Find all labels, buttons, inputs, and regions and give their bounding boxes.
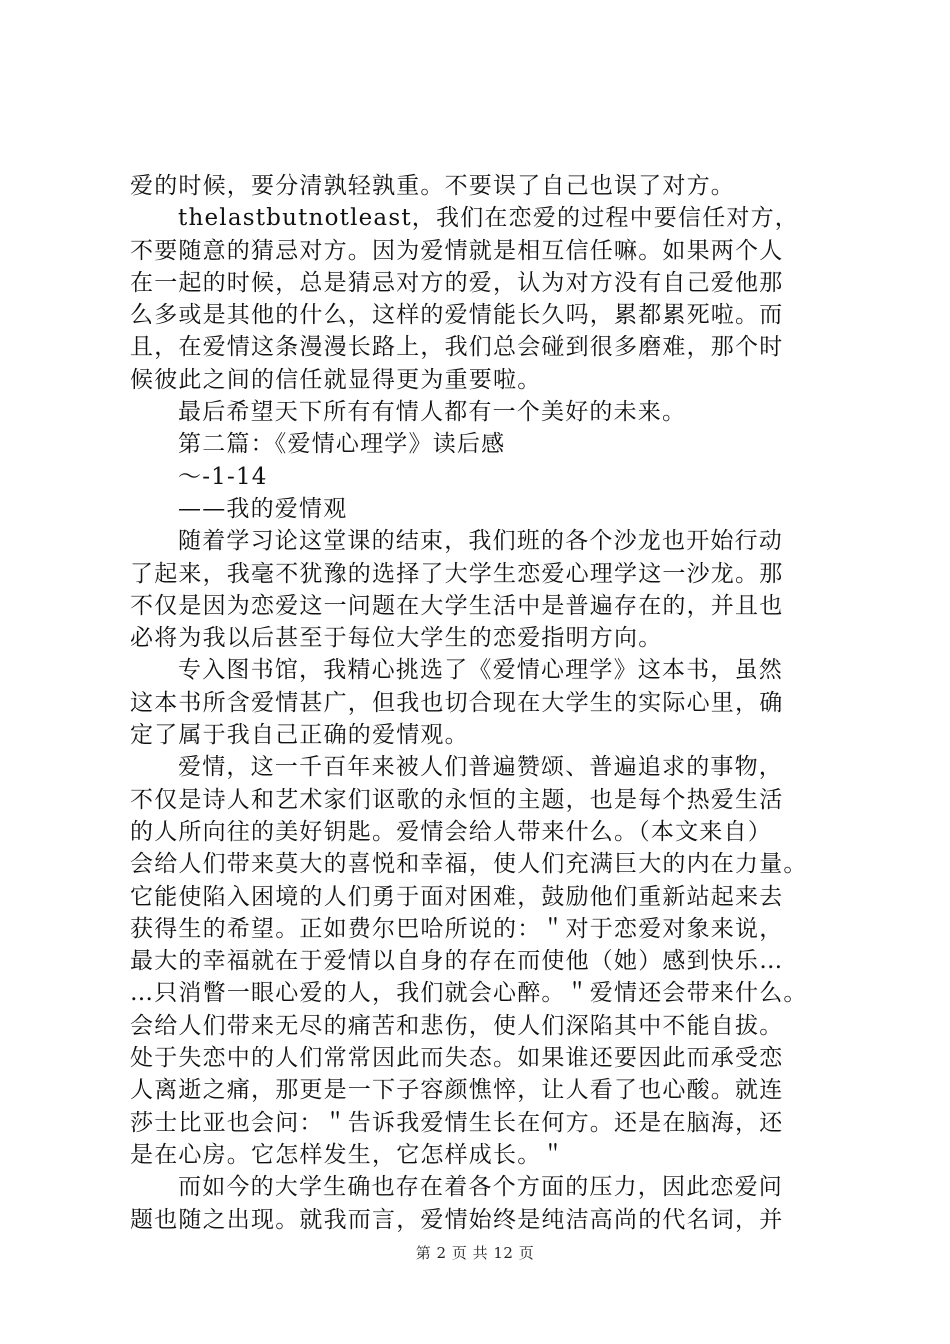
text-line: 题也随之出现。就我而言，爱情始终是纯洁高尚的代名词，并 <box>130 1206 784 1233</box>
text-line: 爱的时候，要分清孰轻孰重。不要误了自己也误了对方。 <box>130 173 735 199</box>
text-line: 专入图书馆，我精心挑选了《爱情心理学》这本书，虽然 <box>178 657 783 684</box>
page-number-footer: 第 2 页 共 12 页 <box>415 1244 535 1262</box>
text-line: 人离逝之痛，那更是一下子容颜憔悴，让人看了也心酸。就连 <box>130 1077 784 1104</box>
text-line: 定了属于我自己正确的爱情观。 <box>130 722 469 749</box>
text-line: ——我的爱情观 <box>178 495 348 522</box>
text-line: 最大的幸福就在于爱情以自身的存在而使他（她）感到快乐… <box>130 948 784 975</box>
text-line: 不要随意的猜忌对方。因为爱情就是相互信任嘛。如果两个人 <box>130 237 784 264</box>
text-line: 的人所向往的美好钥匙。爱情会给人带来什么。（本文来自） <box>130 818 772 845</box>
text-line: 在一起的时候，总是猜忌对方的爱，认为对方没有自己爱他那 <box>130 269 784 296</box>
text-line: 会给人们带来无尽的痛苦和悲伤，使人们深陷其中不能自拔。 <box>130 1012 784 1039</box>
text-line: 获得生的希望。正如费尔巴哈所说的：＂对于恋爱对象来说， <box>130 915 784 942</box>
text-line: 而如今的大学生确也存在着各个方面的压力，因此恋爱问 <box>178 1174 783 1201</box>
text-line: 是在心房。它怎样发生，它怎样成长。＂ <box>130 1141 566 1168</box>
document-body <box>130 170 830 1236</box>
text-line: 随着学习论这堂课的结束，我们班的各个沙龙也开始行动 <box>178 528 783 555</box>
text-line: 会给人们带来莫大的喜悦和幸福，使人们充满巨大的内在力量。 <box>130 851 808 878</box>
text-line: 这本书所含爱情甚广，但我也切合现在大学生的实际心里，确 <box>130 689 784 716</box>
text-line: 不仅是因为恋爱这一问题在大学生活中是普遍存在的，并且也 <box>130 592 784 619</box>
text-line: 么多或是其他的什么，这样的爱情能长久吗，累都累死啦。而 <box>130 302 784 329</box>
text-line: 不仅是诗人和艺术家们讴歌的永恒的主题，也是每个热爱生活 <box>130 786 784 813</box>
text-line: 爱情，这一千百年来被人们普遍赞颂、普遍追求的事物， <box>178 754 783 781</box>
text-line: 最后希望天下所有有情人都有一个美好的未来。 <box>178 399 687 426</box>
text-line: 莎士比亚也会问：＂告诉我爱情生长在何方。还是在脑海，还 <box>130 1109 784 1136</box>
text-line: 且，在爱情这条漫漫长路上，我们总会碰到很多磨难，那个时 <box>130 334 784 361</box>
text-line: 了起来，我毫不犹豫的选择了大学生恋爱心理学这一沙龙。那 <box>130 560 784 587</box>
text-line: thelastbutnotleast，我们在恋爱的过程中要信任对方， <box>178 205 799 232</box>
text-line: 处于失恋中的人们常常因此而失态。如果谁还要因此而承受恋 <box>130 1045 784 1072</box>
text-line: 它能使陷入困境的人们勇于面对困难，鼓励他们重新站起来去 <box>130 883 784 910</box>
text-line: 候彼此之间的信任就显得更为重要啦。 <box>130 366 542 393</box>
text-line: …只消瞥一眼心爱的人，我们就会心醉。＂爱情还会带来什么。 <box>130 980 808 1007</box>
text-line: 第二篇：《爱情心理学》读后感 <box>178 431 506 458</box>
text-line: 必将为我以后甚至于每位大学生的恋爱指明方向。 <box>130 625 663 652</box>
text-line: ～-1-14 <box>178 463 268 490</box>
